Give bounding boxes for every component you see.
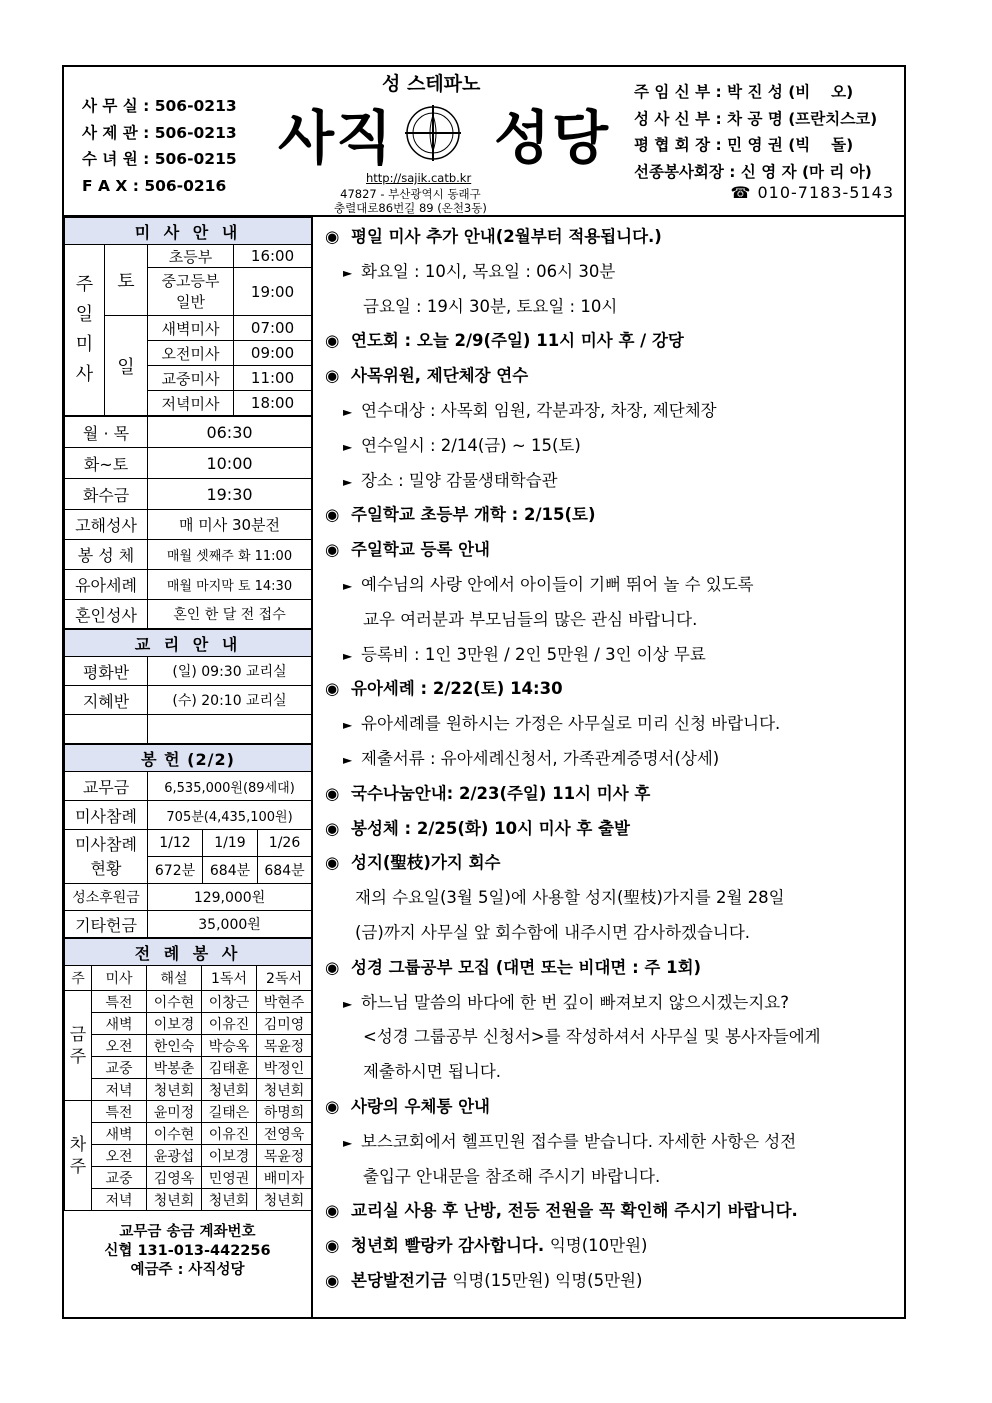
arrow-icon: ► [343, 404, 353, 419]
liturgy-cell: 저녁 [92, 1079, 147, 1101]
mass-time: 09:00 [234, 341, 312, 366]
list-item: 금요일 : 19시 30분, 토요일 : 10시 [363, 296, 618, 316]
liturgy-cell: 교중 [92, 1057, 147, 1079]
liturgy-cell: 새벽 [92, 1123, 147, 1145]
liturgy-cell: 특전 [92, 1101, 147, 1123]
notice-development-fund: ◉ 본당발전기금 익명(15만원) 익명(5만원) [325, 1264, 904, 1299]
weekday-name: 화수금 [65, 479, 148, 510]
notice-training: ◉ 사목위원, 제단체장 연수 [325, 359, 904, 394]
liturgy-cell: 청년회 [202, 1189, 257, 1211]
liturgy-cell: 김영옥 [147, 1167, 202, 1189]
mass-name: 중고등부 일반 [148, 268, 234, 316]
title-word-sajik: 사직 [278, 104, 395, 172]
liturgy-cell: 민영권 [202, 1167, 257, 1189]
liturgy-cell: 이유진 [202, 1013, 257, 1035]
next-week-label: 차 주 [65, 1101, 92, 1211]
contact-convent: 수 녀 원 : 506-0215 [82, 150, 237, 168]
list-item: ► 제출서류 : 유아세례신청서, 가족관계증명서(상세) [325, 742, 904, 777]
clergy-assistant: 성 사 신 부 : 차 공 명 (프란치스코) [634, 109, 878, 128]
liturgy-cell: 박현주 [257, 991, 312, 1013]
bullet-icon: ◉ [325, 1096, 340, 1116]
notice-love-mailbox: ◉ 사랑의 우체통 안내 [325, 1090, 904, 1125]
liturgy-cell: 청년회 [147, 1189, 202, 1211]
infant-baptism-time: 매월 마지막 토 14:30 [148, 570, 312, 600]
attendance-date: 1/12 [148, 830, 203, 857]
mass-name: 초등부 [148, 245, 234, 268]
liturgy-header: 1독서 [202, 966, 257, 991]
doctrine-table [64, 629, 312, 744]
other-offering-value: 35,000원 [148, 911, 312, 938]
bank-account-info: 교무금 송금 계좌번호 신협 131-013-442256 예금주 : 사직성당 [104, 1224, 271, 1278]
list-item: 재의 수요일(3월 5일)에 사용할 성지(聖枝)가지를 2월 28일 [355, 888, 785, 908]
liturgy-cell: 청년회 [257, 1079, 312, 1101]
other-offering-label: 기타헌금 [65, 911, 148, 938]
sunday-label: 일 [105, 316, 148, 416]
list-item: ► 예수님의 사랑 안에서 아이들이 기뻐 뛰어 놀 수 있도록 [325, 568, 904, 603]
empty-cell [148, 715, 312, 744]
bullet-icon: ◉ [325, 505, 340, 525]
weekday-time: 19:30 [148, 479, 312, 510]
mass-name: 교중미사 [148, 366, 234, 391]
notice-infant-baptism: ◉ 유아세례 : 2/22(토) 14:30 [325, 672, 904, 707]
weekday-table [64, 416, 312, 629]
cross-logo-icon [403, 103, 463, 163]
confession-time: 매 미사 30분전 [148, 510, 312, 540]
liturgy-cell: 오전 [92, 1035, 147, 1057]
notice-memorial: ◉ 연도회 : 오늘 2/9(주일) 11시 미사 후 / 강당 [325, 324, 904, 359]
mass-time: 07:00 [234, 316, 312, 341]
liturgy-cell: 새벽 [92, 1013, 147, 1035]
liturgy-header: 주 [65, 966, 92, 991]
attendance-count: 684분 [258, 857, 312, 884]
offering-value: 705분(4,435,100원) [148, 801, 312, 830]
weekday-name: 화~토 [65, 448, 148, 479]
liturgy-cell: 길태은 [202, 1101, 257, 1123]
list-item: ► 화요일 : 10시, 목요일 : 06시 30분 [325, 255, 904, 290]
communion-label: 봉 성 체 [65, 540, 148, 570]
mass-time: 11:00 [234, 366, 312, 391]
mass-name: 오전미사 [148, 341, 234, 366]
liturgy-cell: 목윤정 [257, 1035, 312, 1057]
notice-weekday-mass: ◉ 평일 미사 추가 안내(2월부터 적용됩니다.) [325, 220, 904, 255]
list-item: <성경 그룹공부 신청서>를 작성하셔서 사무실 및 봉사자들에게 [363, 1027, 821, 1047]
liturgy-cell: 한인숙 [147, 1035, 202, 1057]
liturgy-cell: 이창근 [202, 991, 257, 1013]
attendance-count: 684분 [203, 857, 258, 884]
mass-time: 16:00 [234, 245, 312, 268]
contact-fax: F A X : 506-0216 [82, 176, 227, 195]
notice-youth-thanks: ◉ 청년회 빨랑카 감사합니다. 익명(10만원) [325, 1229, 904, 1264]
list-item: ► 연수대상 : 사목회 임원, 각분과장, 차장, 제단체장 [325, 394, 904, 429]
notice-noodle-sharing: ◉ 국수나눔안내: 2/23(주일) 11시 미사 후 [325, 777, 904, 812]
liturgy-cell: 윤광섭 [147, 1145, 202, 1167]
contact-rectory: 사 제 관 : 506-0213 [82, 123, 237, 142]
bullet-icon: ◉ [325, 957, 340, 977]
doctrine-class-time: (일) 09:30 교리실 [148, 657, 312, 686]
bullet-icon: ◉ [325, 853, 340, 873]
sunday-mass-label: 주 일 미 사 [65, 245, 105, 416]
saturday-label: 토 [105, 245, 148, 316]
arrow-icon: ► [343, 996, 353, 1011]
liturgy-cell: 저녁 [92, 1189, 147, 1211]
vocation-fund-value: 129,000원 [148, 884, 312, 911]
notice-board [313, 217, 904, 1317]
liturgy-cell: 오전 [92, 1145, 147, 1167]
bulletin-frame [62, 65, 906, 1319]
list-item: 교우 여러분과 부모님들의 많은 관심 바랍니다. [363, 609, 698, 629]
notice-list [313, 217, 904, 1299]
liturgy-cell: 배미자 [257, 1167, 312, 1189]
notice-classroom: ◉ 교리실 사용 후 난방, 전등 전원을 꼭 확인해 주시기 바랍니다. [325, 1194, 904, 1229]
liturgy-cell: 이수현 [147, 991, 202, 1013]
liturgy-cell: 목윤정 [257, 1145, 312, 1167]
weekday-name: 월 · 목 [65, 417, 148, 448]
list-item: 출입구 안내문을 참조해 주시기 바랍니다. [363, 1166, 661, 1186]
list-item: ► 유아세례를 원하시는 가정은 사무실로 미리 신청 바랍니다. [325, 707, 904, 742]
list-item: ► 장소 : 밀양 감물생태학습관 [325, 464, 904, 499]
contact-list [82, 93, 237, 199]
bullet-icon: ◉ [325, 783, 340, 803]
offering-name: 교무금 [65, 772, 148, 801]
liturgy-cell: 이수현 [147, 1123, 202, 1145]
liturgy-cell: 전영욱 [257, 1123, 312, 1145]
attendance-date: 1/26 [258, 830, 312, 857]
parish-patron: 성 스테파노 [382, 73, 481, 95]
liturgy-cell: 하명희 [257, 1101, 312, 1123]
mass-table [64, 217, 312, 416]
left-sidebar [64, 217, 313, 1317]
offering-table [64, 744, 312, 938]
bullet-icon: ◉ [325, 1270, 340, 1290]
mass-time: 19:00 [234, 268, 312, 316]
contact-office: 사 무 실 : 506-0213 [82, 97, 237, 115]
bullet-icon: ◉ [325, 331, 340, 351]
attendance-count: 672분 [148, 857, 203, 884]
liturgy-header: 해설 [147, 966, 202, 991]
arrow-icon: ► [343, 439, 353, 454]
bullet-icon: ◉ [325, 679, 340, 699]
liturgy-header: 미사 [92, 966, 147, 991]
liturgy-cell: 청년회 [147, 1079, 202, 1101]
bullet-icon: ◉ [325, 818, 340, 838]
list-item: ► 등록비 : 1인 3만원 / 2인 5만원 / 3인 이상 무료 [325, 638, 904, 673]
clergy-council-president: 평 협 회 장 : 민 영 권 (빅 돌) [634, 136, 854, 154]
notice-bible-study: ◉ 성경 그룹공부 모집 (대면 또는 비대면 : 주 1회) [325, 951, 904, 986]
liturgy-cell: 박정인 [257, 1057, 312, 1079]
liturgy-header: 2독서 [257, 966, 312, 991]
mass-name: 저녁미사 [148, 391, 234, 416]
weekday-time: 06:30 [148, 417, 312, 448]
list-item: 제출하시면 됩니다. [363, 1062, 502, 1082]
list-item: (금)까지 사무실 앞 회수함에 내주시면 감사하겠습니다. [355, 922, 751, 942]
bulletin-header [64, 67, 904, 217]
mass-section-title: 미 사 안 내 [65, 218, 312, 245]
arrow-icon: ► [343, 474, 353, 489]
offering-name: 미사참례 [65, 801, 148, 830]
bullet-icon: ◉ [325, 227, 340, 246]
parish-address: 47827 - 부산광역시 동래구 충렬대로86번길 89 (온천3동) [334, 187, 487, 215]
notice-sunday-school-register: ◉ 주일학교 등록 안내 [325, 533, 904, 568]
doctrine-section-title: 교 리 안 내 [65, 630, 312, 657]
notice-palm-return: ◉ 성지(聖枝)가지 회수 [325, 846, 904, 881]
phone-number: ☎ 010-7183-5143 [730, 183, 894, 202]
bullet-icon: ◉ [325, 366, 340, 386]
notice-sunday-school-start: ◉ 주일학교 초등부 개학 : 2/15(토) [325, 498, 904, 533]
infant-baptism-label: 유아세례 [65, 570, 148, 600]
title-word-seongdang: 성당 [493, 104, 610, 172]
liturgy-cell: 청년회 [202, 1079, 257, 1101]
bullet-icon: ◉ [325, 1236, 340, 1256]
liturgy-cell: 김태훈 [202, 1057, 257, 1079]
this-week-label: 금 주 [65, 991, 92, 1101]
doctrine-class-time: (수) 20:10 교리실 [148, 686, 312, 715]
bullet-icon: ◉ [325, 540, 340, 560]
notice-communion-visit: ◉ 봉성체 : 2/25(화) 10시 미사 후 출발 [325, 812, 904, 847]
attendance-date: 1/19 [203, 830, 258, 857]
liturgy-cell: 윤미정 [147, 1101, 202, 1123]
clergy-funeral-president: 선종봉사회장 : 신 영 자 (마 리 아) [634, 162, 872, 181]
list-item: ► 보스코회에서 헬프민원 접수를 받습니다. 자세한 사항은 성전 [325, 1125, 904, 1160]
clergy-pastor: 주 임 신 부 : 박 진 성 (비 오) [634, 83, 854, 101]
marriage-time: 혼인 한 달 전 접수 [148, 600, 312, 629]
parish-title [270, 91, 610, 171]
arrow-icon: ► [343, 648, 353, 663]
liturgy-cell: 박봉춘 [147, 1057, 202, 1079]
vocation-fund-label: 성소후원금 [65, 884, 148, 911]
clergy-list [634, 79, 877, 185]
liturgy-cell: 청년회 [257, 1189, 312, 1211]
arrow-icon: ► [343, 578, 353, 593]
communion-time: 매월 셋째주 화 11:00 [148, 540, 312, 570]
liturgy-table [64, 938, 312, 1211]
mass-time: 18:00 [234, 391, 312, 416]
bullet-icon: ◉ [325, 1201, 340, 1221]
list-item: ► 연수일시 : 2/14(금) ~ 15(토) [325, 429, 904, 464]
liturgy-cell: 이보경 [147, 1013, 202, 1035]
arrow-icon: ► [343, 265, 353, 280]
liturgy-cell: 박승옥 [202, 1035, 257, 1057]
list-item: ► 하느님 말씀의 바다에 한 번 깊이 빠져보지 않으시겠는지요? [325, 986, 904, 1021]
offering-value: 6,535,000원(89세대) [148, 772, 312, 801]
liturgy-cell: 이유진 [202, 1123, 257, 1145]
liturgy-cell: 이보경 [202, 1145, 257, 1167]
mass-name: 새벽미사 [148, 316, 234, 341]
weekday-time: 10:00 [148, 448, 312, 479]
arrow-icon: ► [343, 718, 353, 733]
liturgy-cell: 김미영 [257, 1013, 312, 1035]
liturgy-section-title: 전 례 봉 사 [65, 939, 312, 966]
confession-label: 고해성사 [65, 510, 148, 540]
parish-website-link[interactable]: http://sajik.catb.kr [366, 171, 472, 185]
arrow-icon: ► [343, 752, 353, 767]
liturgy-cell: 특전 [92, 991, 147, 1013]
arrow-icon: ► [343, 1135, 353, 1150]
doctrine-class-name: 평화반 [65, 657, 148, 686]
offering-section-title: 봉 헌 (2/2) [65, 745, 312, 772]
doctrine-class-name: 지혜반 [65, 686, 148, 715]
empty-cell [65, 715, 148, 744]
marriage-label: 혼인성사 [65, 600, 148, 629]
attendance-label: 미사참례 현황 [65, 830, 148, 884]
liturgy-cell: 교중 [92, 1167, 147, 1189]
